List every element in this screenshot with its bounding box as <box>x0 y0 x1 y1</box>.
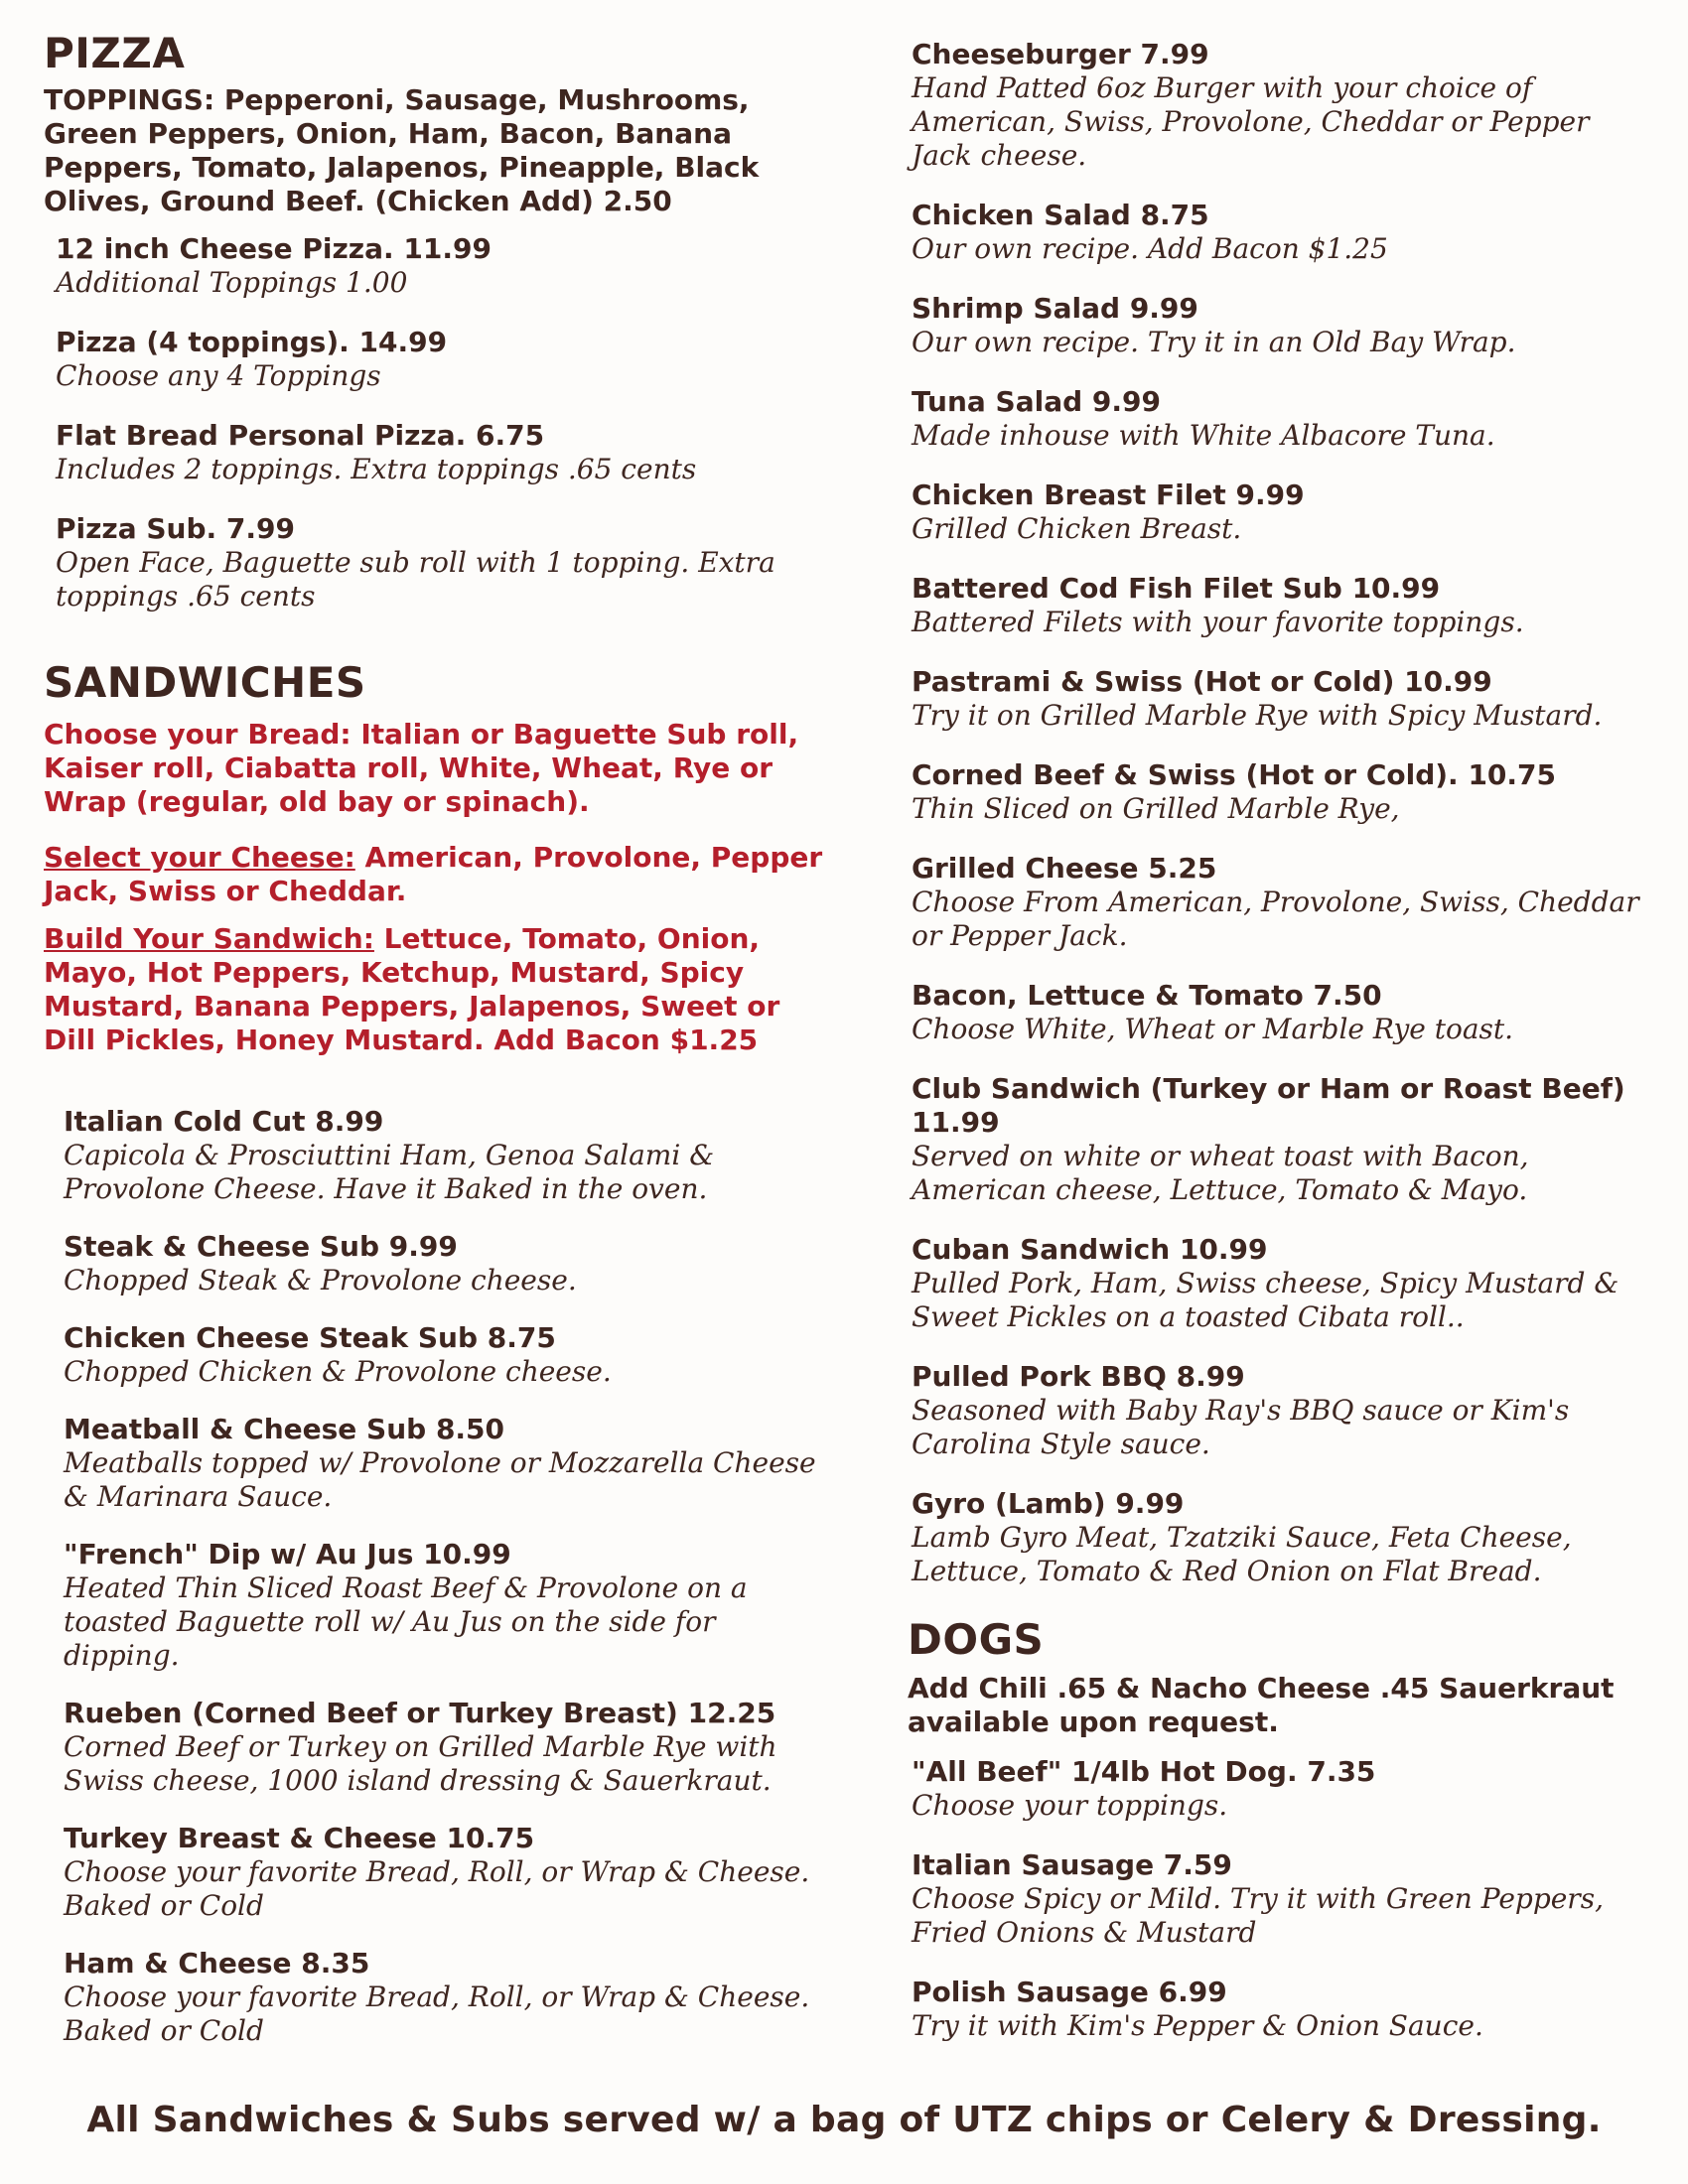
menu-item <box>64 1413 828 1514</box>
item-title: Rueben (Corned Beef or Turkey Breast) 12.25 <box>64 1696 776 1729</box>
menu-item <box>912 1360 1646 1461</box>
cheese-label: Select your Cheese: <box>44 840 355 874</box>
item-title: Turkey Breast & Cheese 10.75 <box>64 1821 535 1854</box>
menu-item <box>56 326 828 393</box>
menu-item <box>64 1105 828 1206</box>
item-title: Flat Bread Personal Pizza. 6.75 <box>56 419 545 453</box>
item-desc: Lamb Gyro Meat, Tzatziki Sauce, Feta Cheese, Lettuce, Tomato & Red Onion on Flat Bread. <box>912 1521 1572 1587</box>
menu-item <box>912 199 1646 266</box>
dogs-intro: Add Chili .65 & Nacho Cheese .45 Sauerkraut available upon request. <box>908 1672 1615 1739</box>
menu-item <box>912 1755 1646 1823</box>
menu-item <box>912 852 1646 953</box>
build-text: Lettuce, Tomato, Onion, Mayo, Hot Peppers, Ketchup, Mustard, Spicy Mustard, Banana Peppers, Jalapenos, Sweet or Dill Pickles, Honey Mustard. Add Bacon $1.25 <box>44 921 780 1056</box>
menu-item <box>64 1321 828 1389</box>
sandwiches-heading: SANDWICHES <box>44 658 366 708</box>
item-desc: Seasoned with Baby Ray's BBQ sauce or Kim's Carolina Style sauce. <box>912 1394 1570 1460</box>
menu-item <box>912 572 1646 639</box>
build-options <box>44 922 828 1057</box>
pizza-toppings: TOPPINGS: Pepperoni, Sausage, Mushrooms, Green Peppers, Onion, Ham, Bacon, Banana Peppers, Tomato, Jalapenos, Pineapple, Black Olives, Ground Beef. (Chicken Add) 2.50 <box>44 83 760 218</box>
item-desc: Includes 2 toppings. Extra toppings .65 cents <box>56 453 697 486</box>
item-title: Cheeseburger 7.99 <box>912 38 1209 70</box>
menu-item <box>912 478 1646 546</box>
item-title: Polish Sausage 6.99 <box>912 1976 1227 2009</box>
menu-item <box>56 232 828 300</box>
item-desc: Choose your favorite Bread, Roll, or Wrap & Cheese. Baked or Cold <box>64 1854 810 1922</box>
item-desc: Choose your favorite Bread, Roll, or Wrap & Cheese. Baked or Cold <box>64 1979 810 2047</box>
menu-item <box>912 1233 1646 1334</box>
item-title: Pastrami & Swiss (Hot or Cold) 10.99 <box>912 665 1492 698</box>
item-desc: Try it with Kim's Pepper & Onion Sauce. <box>912 2009 1483 2043</box>
item-desc: Battered Filets with your favorite toppings. <box>912 606 1524 638</box>
menu-item <box>912 38 1646 173</box>
menu-item <box>912 1976 1646 2043</box>
item-desc: Our own recipe. Try it in an Old Bay Wrap. <box>912 326 1516 358</box>
item-title: Italian Sausage 7.59 <box>912 1848 1232 1882</box>
item-desc: Choose White, Wheat or Marble Rye toast. <box>912 1013 1514 1045</box>
sandwich-list <box>44 1105 828 2048</box>
pizza-heading: PIZZA <box>44 29 186 77</box>
item-title: Corned Beef & Swiss (Hot or Cold). 10.75 <box>912 758 1557 791</box>
menu-item <box>912 758 1646 826</box>
item-desc: Open Face, Baguette sub roll with 1 topping. Extra toppings .65 cents <box>56 546 775 614</box>
pizza-list <box>44 232 828 614</box>
build-label: Build Your Sandwich: <box>44 921 374 955</box>
bread-options: Choose your Bread: Italian or Baguette Sub roll, Kaiser roll, Ciabatta roll, White, Wheat, Rye or Wrap (regular, old bay or spinach). <box>44 717 799 818</box>
menu-item <box>64 1822 828 1923</box>
item-title: Grilled Cheese 5.25 <box>912 852 1217 885</box>
cheese-text: American, Provolone, Pepper Jack, Swiss or Cheddar. <box>44 840 823 907</box>
item-desc: Made inhouse with White Albacore Tuna. <box>912 419 1495 452</box>
item-title: 12 inch Cheese Pizza. 11.99 <box>56 232 492 266</box>
item-title: Pizza (4 toppings). 14.99 <box>56 326 448 359</box>
item-desc: Choose From American, Provolone, Swiss, Cheddar or Pepper Jack. <box>912 886 1639 952</box>
dogs-heading: DOGS <box>908 1615 1045 1664</box>
item-title: Cuban Sandwich 10.99 <box>912 1233 1268 1266</box>
menu-item <box>912 1848 1646 1950</box>
item-title: "All Beef" 1/4lb Hot Dog. 7.35 <box>912 1755 1376 1789</box>
item-desc: Chopped Chicken & Provolone cheese. <box>64 1354 612 1388</box>
left-column <box>44 30 828 2048</box>
item-desc: Additional Toppings 1.00 <box>56 266 408 300</box>
item-desc: Heated Thin Sliced Roast Beef & Provolone on a toasted Baguette roll w/ Au Jus on the side for dipping. <box>64 1570 748 1672</box>
menu-item <box>912 1487 1646 1588</box>
item-desc: Capicola & Prosciuttini Ham, Genoa Salami & Provolone Cheese. Have it Baked in the oven. <box>64 1138 715 1205</box>
item-title: Ham & Cheese 8.35 <box>64 1946 370 1979</box>
item-desc: Chopped Steak & Provolone cheese. <box>64 1263 577 1297</box>
dogs-list <box>912 1755 1646 2043</box>
item-title: Chicken Breast Filet 9.99 <box>912 478 1305 511</box>
item-title: Italian Cold Cut 8.99 <box>64 1104 384 1138</box>
item-title: Gyro (Lamb) 9.99 <box>912 1487 1185 1520</box>
item-title: "French" Dip w/ Au Jus 10.99 <box>64 1537 511 1570</box>
item-desc: Our own recipe. Add Bacon $1.25 <box>912 232 1388 265</box>
item-desc: Choose your toppings. <box>912 1789 1228 1823</box>
item-desc: Meatballs topped w/ Provolone or Mozzarella Cheese & Marinara Sauce. <box>64 1445 816 1513</box>
item-title: Steak & Cheese Sub 9.99 <box>64 1229 458 1263</box>
menu-item <box>912 1072 1646 1207</box>
item-title: Chicken Cheese Steak Sub 8.75 <box>64 1320 556 1354</box>
menu-item <box>56 512 828 614</box>
menu-item <box>912 979 1646 1046</box>
item-title: Shrimp Salad 9.99 <box>912 292 1198 325</box>
item-title: Meatball & Cheese Sub 8.50 <box>64 1412 505 1445</box>
menu-item <box>912 292 1646 359</box>
cheese-options <box>44 841 828 908</box>
item-title: Chicken Salad 8.75 <box>912 199 1209 231</box>
menu-item <box>64 1697 828 1798</box>
item-desc: Pulled Pork, Ham, Swiss cheese, Spicy Mustard & Sweet Pickles on a toasted Cibata roll.. <box>912 1267 1619 1333</box>
item-desc: Hand Patted 6oz Burger with your choice of American, Swiss, Provolone, Cheddar or Pepper Jack cheese. <box>912 71 1590 172</box>
item-desc: Served on white or wheat toast with Bacon, American cheese, Lettuce, Tomato & Mayo. <box>912 1140 1529 1206</box>
item-title: Bacon, Lettuce & Tomato 7.50 <box>912 979 1382 1012</box>
menu-item <box>64 1230 828 1297</box>
menu-item <box>912 385 1646 453</box>
menu-item <box>56 419 828 486</box>
item-desc: Thin Sliced on Grilled Marble Rye, <box>912 792 1400 825</box>
item-title: Pizza Sub. 7.99 <box>56 512 295 546</box>
item-title: Club Sandwich (Turkey or Ham or Roast Beef) 11.99 <box>912 1072 1625 1139</box>
footer-note: All Sandwiches & Subs served w/ a bag of UTZ chips or Celery & Dressing. <box>86 2100 1602 2140</box>
item-desc: Corned Beef or Turkey on Grilled Marble Rye with Swiss cheese, 1000 island dressing & Sauerkraut. <box>64 1729 777 1797</box>
item-title: Tuna Salad 9.99 <box>912 385 1161 418</box>
item-desc: Choose any 4 Toppings <box>56 359 381 393</box>
item-desc: Grilled Chicken Breast. <box>912 512 1242 545</box>
item-title: Battered Cod Fish Filet Sub 10.99 <box>912 572 1441 605</box>
menu-item <box>64 1947 828 2048</box>
menu-item <box>912 665 1646 733</box>
menu-item <box>64 1538 828 1673</box>
right-column <box>908 38 1646 2043</box>
item-desc: Choose Spicy or Mild. Try it with Green Peppers, Fried Onions & Mustard <box>912 1882 1604 1950</box>
item-title: Pulled Pork BBQ 8.99 <box>912 1360 1245 1393</box>
item-desc: Try it on Grilled Marble Rye with Spicy Mustard. <box>912 699 1603 732</box>
